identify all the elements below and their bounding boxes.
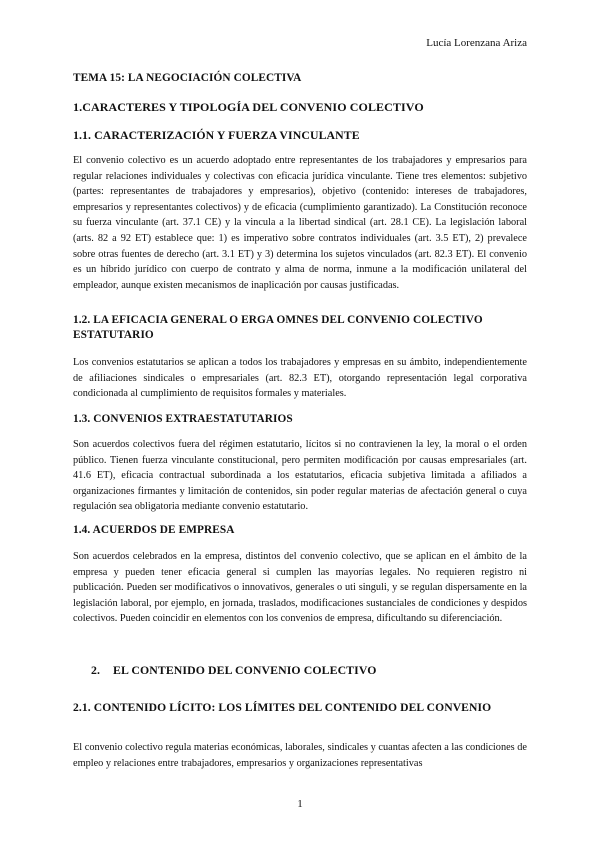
section-2-title: EL CONTENIDO DEL CONVENIO COLECTIVO bbox=[113, 663, 377, 677]
page-number: 1 bbox=[297, 798, 303, 810]
section-1-2-heading-line2: ESTATUTARIO bbox=[73, 329, 154, 341]
section-1-1-paragraph: El convenio colectivo es un acuerdo adoptado entre representantes de los trabajadores y empresarios para regular relaciones individuales y colectivas con eficacia jurídica vinculante. Tiene tres elementos: subjetivo (partes: representantes de trabajadores y empresarios), objetivo (contenido: intereses de trabajadores, empresarios y representantes colectivos) y de eficacia (cumplimiento garantizado). La Constitución reconoce su fuerza vinculante (art. 37.1 CE) y la vincula a la libertad sindical (art. 28.1 CE). La legislación laboral (arts. 82 a 92 ET) establece que: 1) es imperativo sobre contratos individuales (art. 3.5 ET), 2) prevalece sobre otras fuentes de derecho (art. 3.1 ET) y 3) determina los sujetos vinculados (art. 82.3 ET). El convenio es un híbrido jurídico con cuerpo de contrato y alma de norma, inmune a la modificación unilateral del empleador, aunque existen mecanismos de inaplicación por causas justificadas. bbox=[73, 155, 527, 291]
document-title: TEMA 15: LA NEGOCIACIÓN COLECTIVA bbox=[73, 72, 302, 84]
section-2-heading bbox=[91, 663, 377, 678]
section-2-1-paragraph: El convenio colectivo regula materias económicas, laborales, sindicales y cuantas afecten a las condiciones de empleo y relaciones entre trabajadores, empresarios y organizaciones representativas bbox=[73, 742, 527, 769]
section-1-4-paragraph: Son acuerdos celebrados en la empresa, distintos del convenio colectivo, que se aplican en el ámbito de la empresa y pueden tener eficacia general si cumplen las mayorías legales. No requieren registro ni publicación. Pueden ser modificativos o innovativos, generales o uti singuli, y se regulan dispersamente en la legislación laboral, por ejemplo, en jornada, traslados, modificaciones sustanciales de condiciones y despidos colectivos. Pueden coincidir en elementos con los convenios de empresa, dificultando su diferenciación. bbox=[73, 551, 527, 625]
section-1-4-heading: 1.4. ACUERDOS DE EMPRESA bbox=[73, 524, 235, 536]
section-1-heading: 1.CARACTERES Y TIPOLOGÍA DEL CONVENIO COLECTIVO bbox=[73, 100, 424, 114]
section-2-number: 2. bbox=[91, 663, 101, 677]
section-1-2-paragraph: Los convenios estatutarios se aplican a todos los trabajadores y empresas en su ámbito, independientemente de afiliaciones sindicales o empresariales (art. 82.3 ET), otorgando representación legal corporativa condicionada al cumplimiento de requisitos formales y materiales. bbox=[73, 357, 527, 400]
section-1-3-paragraph: Son acuerdos colectivos fuera del régimen estatutario, lícitos si no contravienen la ley, la moral o el orden público. Tienen fuerza vinculante constitucional, pero permiten modificación por causas empresariales (art. 41.6 ET), eficacia contractual subordinada a los estatutarios, eficacia subjetiva limitada a afiliados a organizaciones firmantes y limitación de contenidos, sin poder regular materias de afectación general o cuya regulación sea obligatoria mediante convenio estatutario. bbox=[73, 439, 527, 513]
section-1-2-heading-line1: 1.2. LA EFICACIA GENERAL O ERGA OMNES DEL CONVENIO COLECTIVO bbox=[73, 314, 483, 326]
author-header: Lucía Lorenzana Ariza bbox=[426, 37, 527, 49]
section-1-3-heading: 1.3. CONVENIOS EXTRAESTATUTARIOS bbox=[73, 413, 293, 425]
section-2-1-heading: 2.1. CONTENIDO LÍCITO: LOS LÍMITES DEL CONTENIDO DEL CONVENIO bbox=[73, 701, 492, 714]
section-1-1-heading: 1.1. CARACTERIZACIÓN Y FUERZA VINCULANTE bbox=[73, 128, 360, 142]
